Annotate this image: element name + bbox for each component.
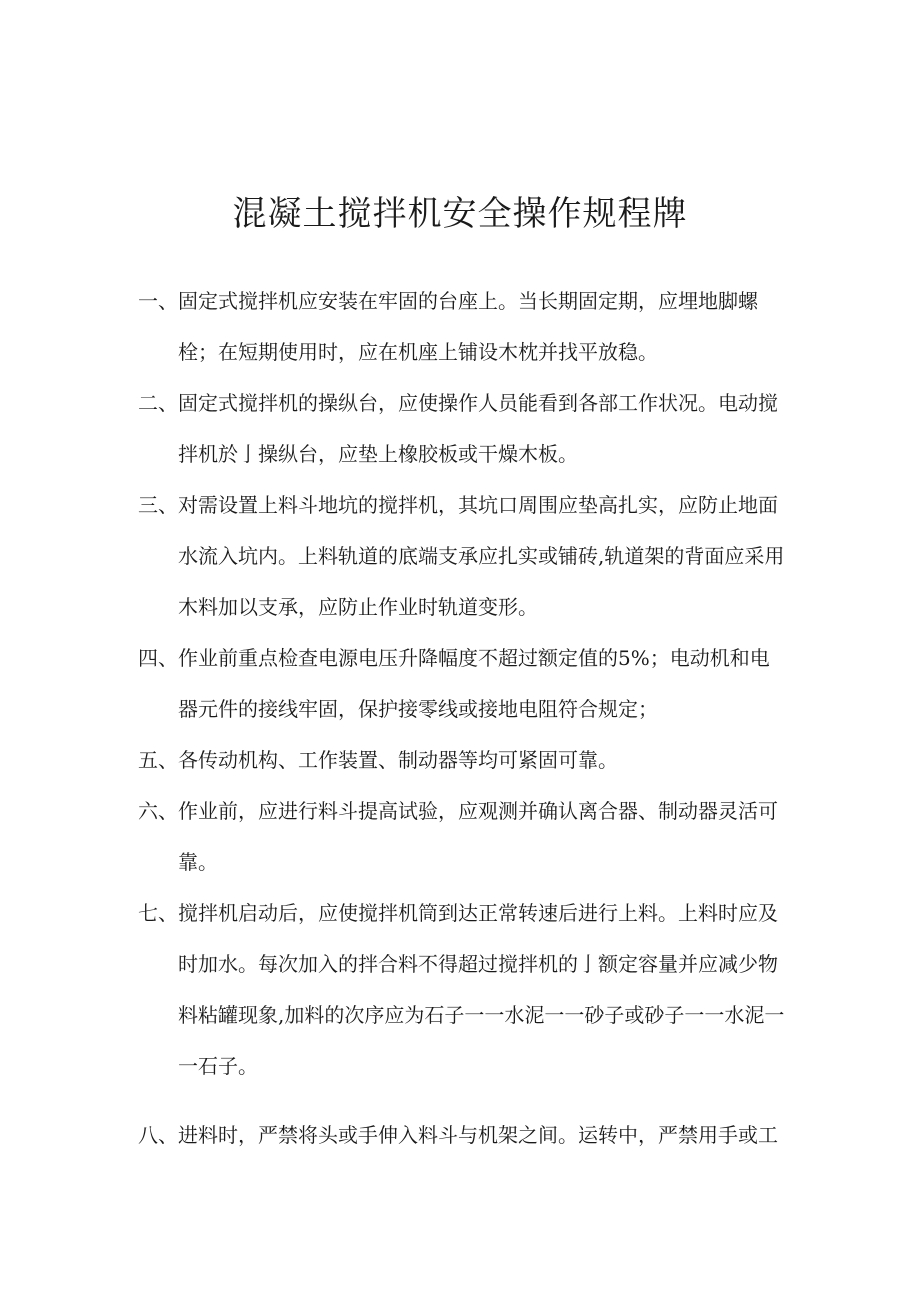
procedure-item-5	[138, 735, 788, 786]
item-text: 作业前，应进行料斗提高试验，应观测并确认离合器、制动器灵活可靠。	[178, 799, 778, 874]
procedure-item-3	[138, 480, 788, 633]
item-text: 固定式搅拌机应安装在牢固的台座上。当长期固定期，应埋地脚螺栓；在短期使用时，应在机座上铺设木枕并找平放稳。	[178, 289, 758, 364]
procedure-item-6	[138, 786, 788, 888]
item-number: 四、	[138, 646, 178, 670]
procedure-item-8	[138, 1110, 788, 1161]
item-text: 对需设置上料斗地坑的搅拌机，其坑口周围应垫高扎实，应防止地面水流入坑内。上料轨道的底端支承应扎实或铺砖,轨道架的背面应采用木料加以支承，应防止作业时轨道变形。	[178, 493, 785, 619]
item-number: 五、	[138, 748, 178, 772]
item-text: 各传动机构、工作装置、制动器等均可紧固可靠。	[178, 748, 618, 772]
item-number: 三、	[138, 493, 178, 517]
item-number: 八、	[138, 1123, 178, 1147]
item-text: 搅拌机启动后，应使搅拌机筒到达正常转速后进行上料。上料时应及时加水。每次加入的拌合料不得超过搅拌机的亅额定容量并应减少物料粘罐现象,加料的次序应为石子一一水泥一一砂子或砂子一一水泥一一石子。	[178, 901, 785, 1078]
item-number: 六、	[138, 799, 178, 823]
procedure-item-2	[138, 378, 788, 480]
procedure-list	[138, 276, 788, 1161]
procedure-item-1	[138, 276, 788, 378]
item-number: 一、	[138, 289, 178, 313]
item-number: 二、	[138, 391, 178, 415]
document-title: 混凝土搅拌机安全操作规程牌	[232, 194, 688, 234]
procedure-item-7	[138, 888, 788, 1092]
item-number: 七、	[138, 901, 178, 925]
item-text: 固定式搅拌机的操纵台，应使操作人员能看到各部工作状况。电动搅拌机於亅操纵台，应垫上橡胶板或干燥木板。	[178, 391, 778, 466]
item-text: 进料时，严禁将头或手伸入料斗与机架之间。运转中，严禁用手或工	[178, 1123, 778, 1147]
item-text: 作业前重点检查电源电压升降幅度不超过额定值的5%；电动机和电器元件的接线牢固，保护接零线或接地电阻符合规定；	[178, 646, 770, 721]
procedure-item-4	[138, 633, 788, 735]
